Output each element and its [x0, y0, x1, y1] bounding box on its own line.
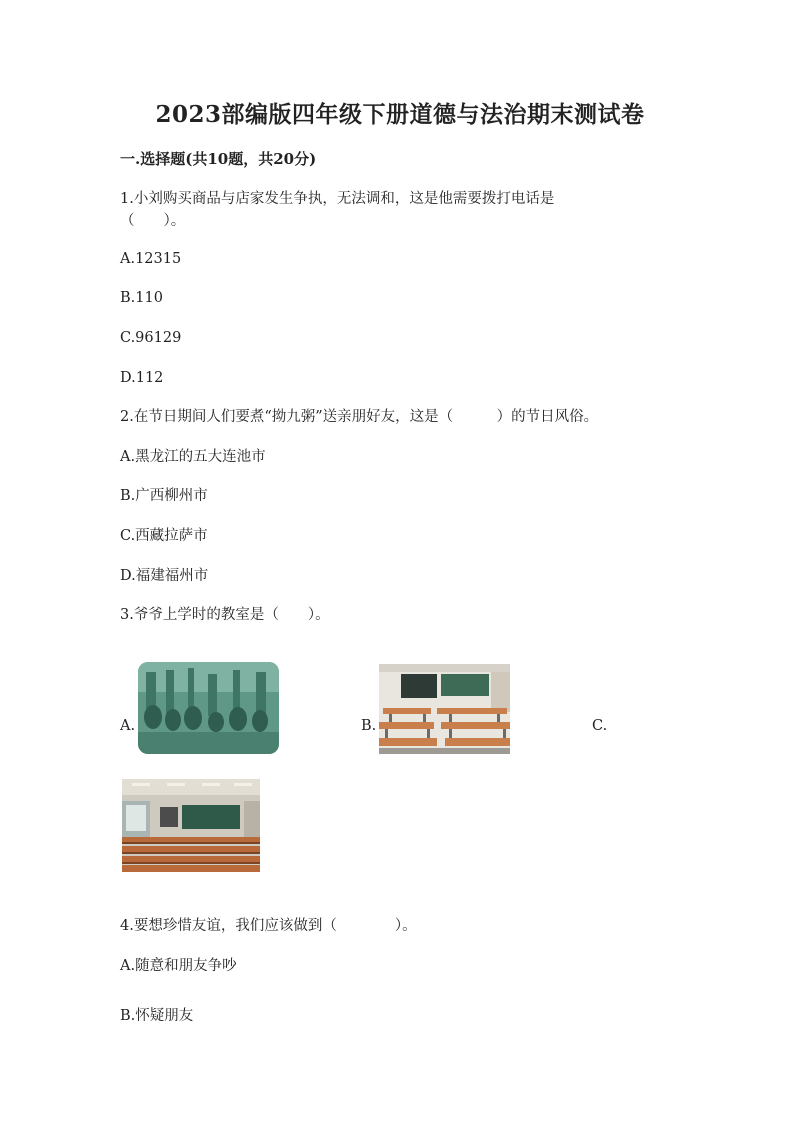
- question-4-stem: 4.要想珍惜友谊，我们应该做到（ ）。: [120, 918, 417, 934]
- question-3-option-a-label[interactable]: A.: [120, 718, 136, 734]
- question-2-option-b[interactable]: B.广西柳州市: [120, 488, 208, 504]
- question-1-stem-line-1: 1.小刘购买商品与店家发生争执，无法调和，这是他需要拨打电话是: [120, 191, 555, 207]
- question-1-option-c[interactable]: C.96129: [120, 330, 182, 346]
- old-classroom-photo[interactable]: [138, 662, 279, 754]
- question-1-option-a[interactable]: A.12315: [120, 251, 182, 267]
- modern-classroom-photo-b[interactable]: [379, 664, 510, 754]
- question-2-option-a[interactable]: A.黑龙江的五大连池市: [120, 449, 266, 465]
- question-1-stem-line-2: （ ）。: [120, 213, 186, 229]
- question-4-option-a[interactable]: A.随意和朋友争吵: [120, 958, 237, 974]
- question-3-option-b-label[interactable]: B.: [361, 718, 377, 734]
- question-2-option-c[interactable]: C.西藏拉萨市: [120, 528, 208, 544]
- question-3-option-c-label[interactable]: C.: [592, 718, 608, 734]
- question-4-option-b[interactable]: B.怀疑朋友: [120, 1008, 194, 1024]
- question-1-option-d[interactable]: D.112: [120, 370, 164, 386]
- question-2-stem: 2.在节日期间人们要煮“拗九粥”送亲朋好友，这是（ ）的节日风俗。: [120, 409, 599, 425]
- modern-classroom-photo-c[interactable]: [122, 779, 260, 872]
- section-heading: 一.选择题(共10题，共20分): [120, 150, 317, 168]
- page-title: 2023部编版四年级下册道德与法治期末测试卷: [155, 101, 645, 128]
- question-2-option-d[interactable]: D.福建福州市: [120, 568, 209, 584]
- question-3-stem: 3.爷爷上学时的教室是（ ）。: [120, 607, 330, 623]
- question-1-option-b[interactable]: B.110: [120, 290, 163, 306]
